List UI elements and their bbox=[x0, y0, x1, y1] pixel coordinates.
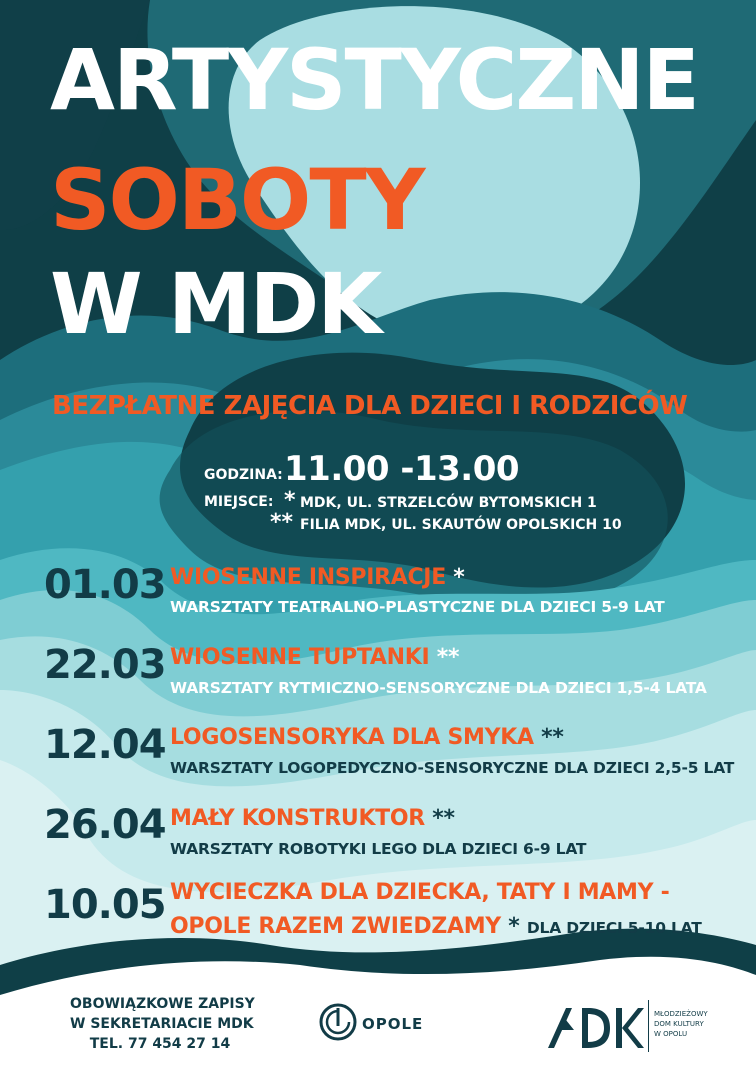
mdk-logo-line-1: MŁODZIEŻOWY bbox=[654, 1010, 708, 1018]
event-title bbox=[170, 725, 564, 750]
event-description: WARSZTATY TEATRALNO-PLASTYCZNE DLA DZIECI 5-9 LAT bbox=[170, 598, 665, 616]
place-label: MIEJSCE: bbox=[204, 494, 274, 510]
footer-signup-line-1: OBOWIĄZKOWE ZAPISY bbox=[70, 996, 255, 1012]
hours-label: GODZINA: bbox=[204, 467, 283, 483]
event-title bbox=[170, 565, 465, 590]
hours-value: 11.00 -13.00 bbox=[284, 449, 520, 489]
event-date: 10.05 bbox=[44, 882, 166, 928]
title-line-3: W MDK bbox=[50, 255, 381, 353]
mdk-logo-line-2: DOM KULTURY bbox=[654, 1020, 704, 1028]
event-title-line-2 bbox=[170, 914, 702, 939]
event-title-text: WIOSENNE TUPTANKI bbox=[170, 645, 430, 670]
mdk-logo-icon bbox=[546, 1004, 644, 1050]
event-title bbox=[170, 806, 455, 831]
event-marker: ** bbox=[436, 645, 460, 670]
event-date: 12.04 bbox=[44, 722, 166, 768]
event-title-text: WIOSENNE INSPIRACJE bbox=[170, 565, 446, 590]
event-marker: ** bbox=[432, 806, 455, 831]
place-1-marker: * bbox=[284, 488, 296, 513]
mdk-logo-divider bbox=[648, 1000, 649, 1052]
event-description: WARSZTATY ROBOTYKI LEGO DLA DZIECI 6-9 LAT bbox=[170, 840, 587, 858]
event-title-text: MAŁY KONSTRUKTOR bbox=[170, 806, 425, 831]
place-1: MDK, UL. STRZELCÓW BYTOMSKICH 1 bbox=[300, 495, 597, 511]
event-marker: * bbox=[453, 565, 465, 590]
event-description: WARSZTATY RYTMICZNO-SENSORYCZNE DLA DZIECI 1,5-4 LATA bbox=[170, 679, 707, 697]
footer-signup-line-2: W SEKRETARIACIE MDK bbox=[70, 1016, 254, 1032]
opole-logo-text: OPOLE bbox=[362, 1015, 424, 1033]
place-2-marker: ** bbox=[270, 510, 294, 535]
event-title-line-1: WYCIECZKA DLA DZIECKA, TATY I MAMY - bbox=[170, 880, 670, 905]
subtitle: BEZPŁATNE ZAJĘCIA DLA DZIECI I RODZICÓW bbox=[52, 391, 688, 421]
footer-phone: TEL. 77 454 27 14 bbox=[89, 1036, 231, 1052]
place-2: FILIA MDK, UL. SKAUTÓW OPOLSKICH 10 bbox=[300, 517, 622, 533]
event-title-text: LOGOSENSORYKA DLA SMYKA bbox=[170, 725, 534, 750]
event-date: 22.03 bbox=[44, 642, 166, 688]
event-description: WARSZTATY LOGOPEDYCZNO-SENSORYCZNE DLA DZIECI 2,5-5 LAT bbox=[170, 759, 735, 777]
event-marker: * bbox=[508, 914, 520, 939]
title-line-1: ARTYSTYCZNE bbox=[50, 31, 698, 129]
opole-logo-icon bbox=[318, 1002, 358, 1042]
title-line-2: SOBOTY bbox=[50, 151, 424, 249]
event-date: 26.04 bbox=[44, 802, 166, 848]
event-description: DLA DZIECI 5-10 LAT bbox=[526, 919, 702, 937]
event-date: 01.03 bbox=[44, 562, 166, 608]
event-marker: ** bbox=[541, 725, 564, 750]
mdk-logo-line-3: W OPOLU bbox=[654, 1030, 688, 1038]
event-title-text: OPOLE RAZEM ZWIEDZAMY bbox=[170, 914, 501, 939]
event-title bbox=[170, 645, 459, 670]
